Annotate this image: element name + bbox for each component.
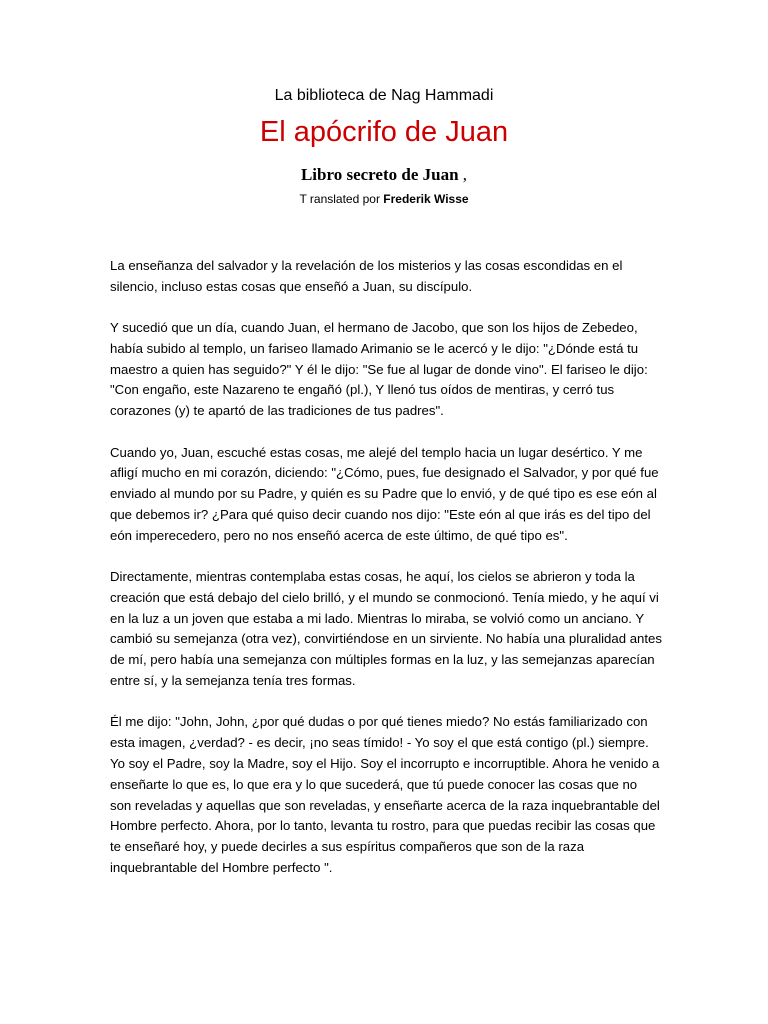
paragraph: La enseñanza del salvador y la revelación de los misterios y las cosas escondidas en el silencio, incluso estas cosas que enseñó a Juan, su discípulo.: [110, 258, 623, 294]
document-title: El apócrifo de Juan: [259, 116, 509, 148]
body-text: [110, 256, 662, 899]
paragraph: Cuando yo, Juan, escuché estas cosas, me alejé del templo hacia un lugar desértico. Y me afligí mucho en mi corazón, diciendo: "¿Cómo, pues, fue designado el Salvador, y por qué fue enviado al mundo por su Padre, y quién es su Padre que lo envió, y de qué tipo es ese eón al que debemos ir? ¿Para qué quiso decir cuando nos dijo: "Este eón al que irás es del tipo del eón imperecedero, pero no nos enseñó acerca de este último, de qué tipo es".: [110, 444, 659, 543]
subtitle-suffix: ,: [458, 165, 468, 184]
paragraph: Directamente, mientras contemplaba estas cosas, he aquí, los cielos se abrieron y toda la creación que está debajo del cielo brilló, y el mundo se conmocionó. Tenía miedo, y he aquí vi en la luz a un joven que estaba a mi lado. Mientras lo miraba, se volvió como un anciano. Y cambió su semejanza (otra vez), convirtiéndose en un sirviente. No había una pluralidad antes de mí, pero había una semejanza con múltiples formas en la luz, y las semejanzas aparecían entre sí, y la semejanza tenía tres formas.: [110, 569, 662, 689]
translator-name: Frederik Wisse: [383, 192, 469, 206]
library-title: La biblioteca de Nag Hammadi: [274, 87, 494, 104]
paragraph: Él me dijo: "John, John, ¿por qué dudas o por qué tienes miedo? No estás familiarizado con esta imagen, ¿verdad? - es decir, ¡no seas tímido! - Yo soy el que está contigo (pl.) siempre. Yo soy el Padre, soy la Madre, soy el Hijo. Soy el incorrupto e incorruptible. Ahora he venido a enseñarte lo que es, lo que era y lo que sucederá, que tú puede conocer las cosas que no son reveladas y aquellas que son reveladas, y enseñarte acerca de la raza inquebrantable del Hombre perfecto. Ahora, por lo tanto, levanta tu rostro, para que puedas recibir las cosas que te enseñaré hoy, y puede decirles a sus espíritus compañeros que son de la raza inquebrantable del Hombre perfecto ".: [110, 714, 660, 875]
subtitle: Libro secreto de Juan: [300, 165, 459, 184]
paragraph: Y sucedió que un día, cuando Juan, el hermano de Jacobo, que son los hijos de Zebedeo, había subido al templo, un fariseo llamado Arimanio se le acercó y le dijo: "¿Dónde está tu maestro a quien has seguido?" Y él le dijo: "Se fue al lugar de donde vino". El fariseo le dijo: "Con engaño, este Nazareno te engañó (pl.), Y llenó tus oídos de mentiras, y cerró tus corazones (y) te apartó de las tradiciones de tus padres".: [110, 320, 648, 419]
subtitle-line: [0, 164, 768, 186]
translated-prefix: T ranslated por: [299, 192, 384, 206]
translator-line: [0, 191, 768, 207]
